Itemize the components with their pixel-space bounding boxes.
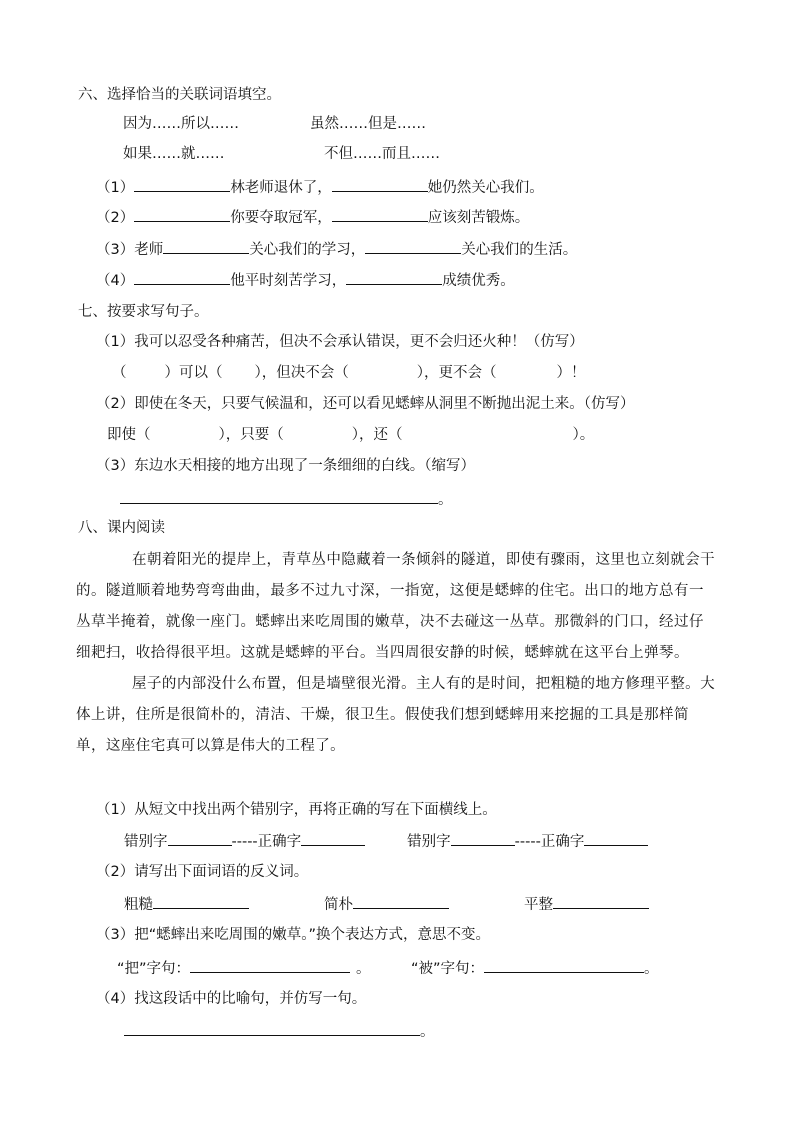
s8-question-3: （3）把“蟋蟀出来吃周围的嫩草。”换个表达方式，意思不变。 xyxy=(96,927,490,943)
s8-question-1: （1）从短文中找出两个错别字，再将正确的写在下面横线上。 xyxy=(96,802,497,818)
bracket-text: ），但决不会（ xyxy=(254,365,349,381)
question-text: 成绩优秀。 xyxy=(442,273,515,289)
bei-sentence xyxy=(411,957,659,979)
answer-blank[interactable] xyxy=(120,488,438,504)
s7-answer-1 xyxy=(112,363,586,383)
dash: ----- xyxy=(231,834,258,850)
question-text: 关心我们的学习， xyxy=(249,242,366,258)
bracket-text: ）。 xyxy=(572,427,595,443)
label-wrong-char: 错别字 xyxy=(124,834,168,850)
word: 简朴 xyxy=(324,897,353,913)
bracket-text: 即使（ xyxy=(107,427,151,443)
s6-question-1 xyxy=(96,176,544,198)
section-6-title: 六、选择恰当的关联词语填空。 xyxy=(78,87,281,103)
s6-question-3 xyxy=(96,238,577,260)
bracket-text: ），只要（ xyxy=(218,427,284,443)
question-text: 关心我们的生活。 xyxy=(461,242,578,258)
bracket-text: ），还（ xyxy=(351,427,403,443)
question-number: （4） xyxy=(96,273,135,289)
answer-blank[interactable] xyxy=(365,238,461,254)
label-wrong-char: 错别字 xyxy=(407,834,451,850)
word: 平整 xyxy=(524,897,553,913)
reading-passage xyxy=(76,545,716,762)
answer-blank[interactable] xyxy=(168,830,232,846)
section-8-title: 八、课内阅读 xyxy=(78,520,165,536)
s6-question-2 xyxy=(96,206,529,228)
s7-question-3: （3）东边水天相接的地方出现了一条细细的白线。（缩写） xyxy=(96,458,475,474)
antonym-item xyxy=(324,893,449,915)
answer-blank[interactable] xyxy=(346,269,442,285)
conjunction-option: 不但……而且…… xyxy=(324,146,440,162)
period: 。 xyxy=(356,961,371,977)
answer-blank[interactable] xyxy=(353,893,449,909)
period: 。 xyxy=(420,1024,435,1040)
dash: ----- xyxy=(514,834,541,850)
bracket-text: （ xyxy=(112,365,127,381)
s7-answer-2 xyxy=(107,425,594,445)
s7-question-2: （2）即使在冬天，只要气候温和，还可以看见蟋蟀从洞里不断抛出泥土来。（仿写） xyxy=(96,396,635,412)
s8-question-4: （4）找这段话中的比喻句，并仿写一句。 xyxy=(96,991,367,1007)
label-bei: “被”字句： xyxy=(411,961,485,977)
question-text: 老师 xyxy=(134,242,164,258)
question-text: 她仍然关心我们。 xyxy=(427,180,544,196)
answer-blank[interactable] xyxy=(153,893,249,909)
antonym-item xyxy=(524,893,649,915)
answer-blank[interactable] xyxy=(584,830,648,846)
antonym-item xyxy=(124,893,249,915)
passage-paragraph-1: 在朝着阳光的提岸上，青草丛中隐藏着一条倾斜的隧道，即使有骤雨，这里也立刻就会干的。隧道顺着地势弯弯曲曲，最多不过九寸深，一指宽，这便是蟋蟀的住宅。出口的地方总有一丛草半掩着，就像一座门。蟋蟀出来吃周围的嫩草，决不去碰这一丛草。那微斜的门口，经过仔细耙扫，收拾得很平坦。这就是蟋蟀的平台。当四周很安静的时候，蟋蟀就在这平台上弹琴。 xyxy=(76,552,716,661)
answer-blank[interactable] xyxy=(134,176,230,192)
answer-blank[interactable] xyxy=(301,830,365,846)
question-text: 你要夺取冠军， xyxy=(230,210,332,226)
conjunction-option: 虽然……但是…… xyxy=(310,116,426,132)
question-number: （2） xyxy=(96,210,135,226)
question-text: 应该刻苦锻炼。 xyxy=(427,210,530,226)
period: 。 xyxy=(644,961,659,977)
answer-blank[interactable] xyxy=(484,957,644,973)
s8-question-2: （2）请写出下面词语的反义词。 xyxy=(96,864,309,880)
bracket-text: ），更不会（ xyxy=(416,365,497,381)
answer-blank[interactable] xyxy=(134,206,230,222)
question-number: （3） xyxy=(96,242,135,258)
label-right-char: 正确字 xyxy=(257,834,302,850)
answer-blank[interactable] xyxy=(332,206,428,222)
question-number: （1） xyxy=(96,180,135,196)
answer-blank[interactable] xyxy=(163,238,249,254)
question-text: 他平时刻苦学习， xyxy=(230,273,347,289)
label-right-char: 正确字 xyxy=(540,834,585,850)
answer-blank[interactable] xyxy=(332,176,428,192)
answer-blank[interactable] xyxy=(134,269,230,285)
passage-paragraph-2: 屋子的内部没什么布置，但是墙壁很光滑。主人有的是时间，把粗糙的地方修理平整。大体上讲，住所是很简朴的，清洁、干燥，很卫生。假使我们想到蟋蟀用来挖掘的工具是那样简单，这座住宅真可以算是伟大的工程了。 xyxy=(76,676,716,754)
section-7-title: 七、按要求写句子。 xyxy=(78,304,209,320)
period: 。 xyxy=(438,492,453,508)
question-text: 林老师退休了， xyxy=(230,180,332,196)
s6-question-4 xyxy=(96,269,515,291)
ba-sentence xyxy=(117,957,371,979)
s8-answer-1 xyxy=(124,830,648,852)
answer-blank[interactable] xyxy=(124,1020,420,1036)
bracket-text: ）！ xyxy=(556,365,586,381)
conjunction-option: 如果……就…… xyxy=(123,146,225,162)
label-ba: “把”字句： xyxy=(117,961,191,977)
s7-question-1: （1）我可以忍受各种痛苦，但决不会承认错误，更不会归还火种！（仿写） xyxy=(96,334,584,350)
s8-answer-4 xyxy=(124,1020,435,1042)
bracket-text: ）可以（ xyxy=(164,365,223,381)
conjunction-option: 因为……所以…… xyxy=(123,116,239,132)
word: 粗糙 xyxy=(124,897,153,913)
answer-blank[interactable] xyxy=(451,830,515,846)
answer-blank[interactable] xyxy=(190,957,350,973)
answer-blank[interactable] xyxy=(553,893,649,909)
s7-answer-3 xyxy=(120,488,453,510)
